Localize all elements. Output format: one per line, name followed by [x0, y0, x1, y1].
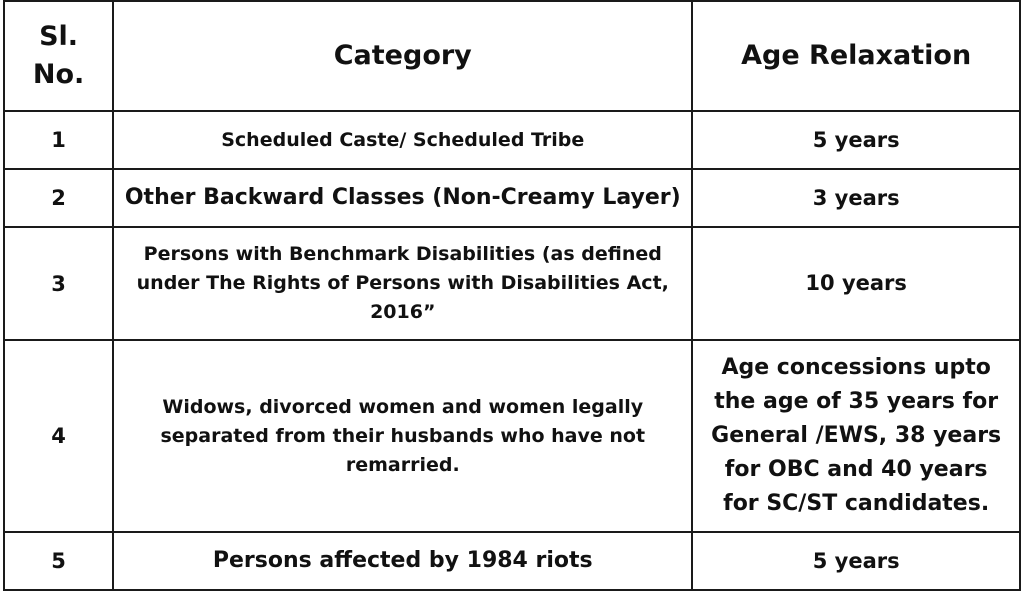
header-age-relaxation: Age Relaxation: [692, 1, 1020, 111]
row-age-relaxation: 3 years: [692, 169, 1020, 227]
row-age-relaxation: 5 years: [692, 111, 1020, 169]
age-relaxation-table: [3, 0, 1021, 591]
row-category: Persons affected by 1984 riots: [113, 532, 692, 590]
table-row: [4, 532, 1020, 590]
header-category: Category: [113, 1, 692, 111]
header-sl-no-text: Sl. No.: [32, 21, 85, 90]
table-row: [4, 169, 1020, 227]
row-category: Scheduled Caste/ Scheduled Tribe: [113, 111, 692, 169]
row-age-relaxation: Age concessions upto the age of 35 years for General /EWS, 38 years for OBC and 40 years for SC/ST candidates.: [692, 340, 1020, 532]
row-age-relaxation: 5 years: [692, 532, 1020, 590]
table-row: [4, 227, 1020, 340]
header-sl-no: [4, 1, 113, 111]
row-sl-no: 4: [4, 340, 113, 532]
table-header-row: [4, 1, 1020, 111]
row-age-relaxation: 10 years: [692, 227, 1020, 340]
row-category: Widows, divorced women and women legally separated from their husbands who have not remarried.: [113, 340, 692, 532]
row-category: Other Backward Classes (Non-Creamy Layer): [113, 169, 692, 227]
row-sl-no: 3: [4, 227, 113, 340]
row-sl-no: 1: [4, 111, 113, 169]
row-category: Persons with Benchmark Disabilities (as defined under The Rights of Persons with Disabilities Act, 2016”: [113, 227, 692, 340]
row-sl-no: 2: [4, 169, 113, 227]
row-sl-no: 5: [4, 532, 113, 590]
table-row: [4, 340, 1020, 532]
table-row: [4, 111, 1020, 169]
